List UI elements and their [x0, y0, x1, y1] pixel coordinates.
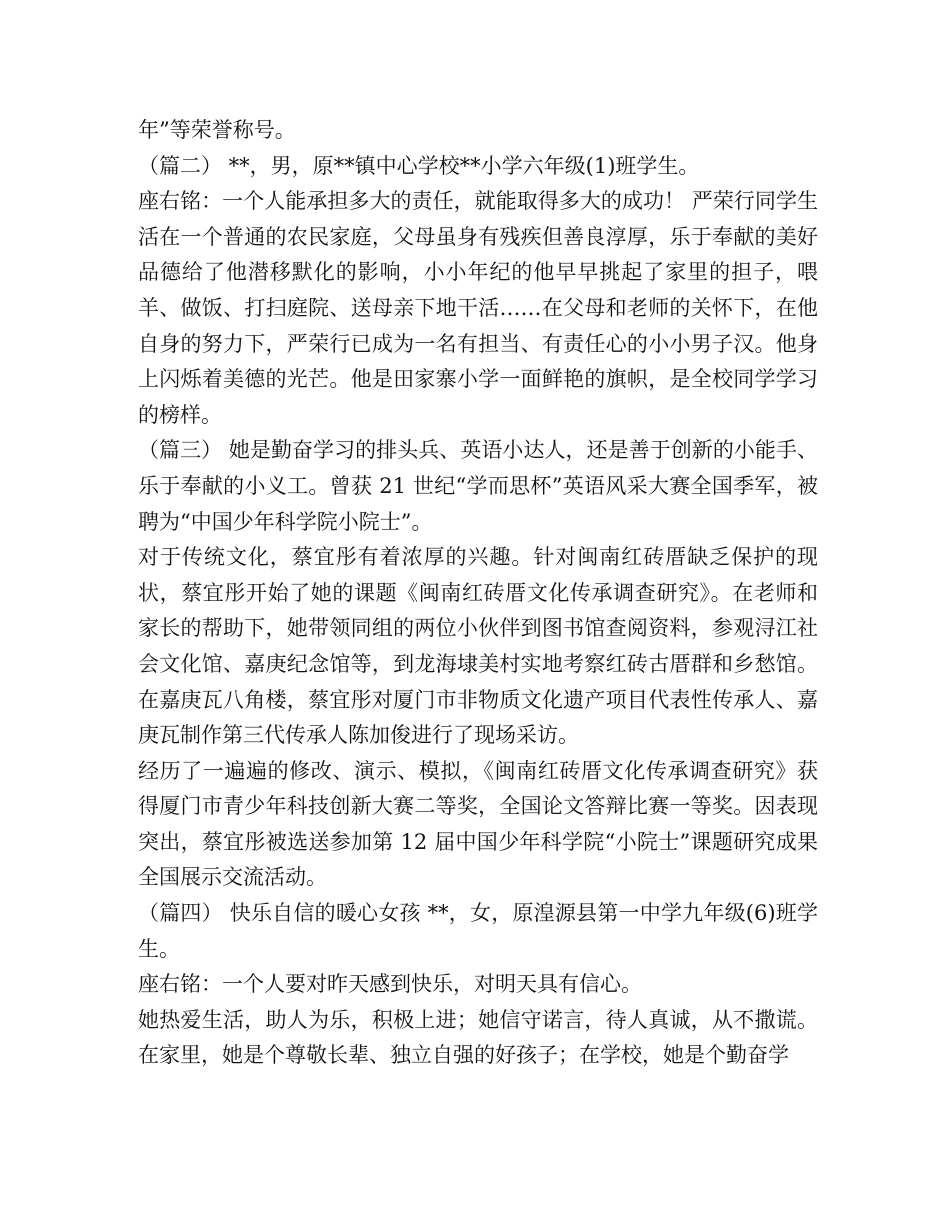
paragraph-part-two-motto-story: 座右铭：一个人能承担多大的责任，就能取得多大的成功！ 严荣行同学生活在一个普通的农民家庭，父母虽身有残疾但善良淳厚，乐于奉献的美好品德给了他潜移默化的影响，小小年纪的他早早挑起了家里的担子，喂羊、做饭、打扫庭院、送母亲下地干活……在父母和老师的关怀下，在他自身的努力下，严荣行已成为一名有担当、有责任心的小小男子汉。他身上闪烁着美德的光芒。他是田家寨小学一面鲜艳的旗帜，是全校同学学习的榜样。	[138, 189, 818, 427]
paragraph-honor-title-end: 年”等荣誉称号。	[138, 118, 296, 142]
paragraph-part-three-intro: （篇三） 她是勤奋学习的排头兵、英语小达人，还是善于创新的小能手、乐于奉献的小义工。曾获 21 世纪“学而思杯”英语风采大赛全国季军，被聘为“中国少年科学院小院士”。	[138, 438, 818, 534]
document-body	[138, 113, 818, 1074]
paragraph-part-four-character: 她热爱生活，助人为乐，积极上进；她信守诺言，待人真诚，从不撒谎。在家里，她是个尊敬长辈、独立自强的好孩子；在学校，她是个勤奋学	[138, 1007, 818, 1068]
paragraph-part-four-motto: 座右铭：一个人要对昨天感到快乐，对明天具有信心。	[138, 972, 642, 997]
paragraph-part-four-intro: （篇四） 快乐自信的暖心女孩 **，女，原湟源县第一中学九年级(6)班学生。	[138, 901, 818, 961]
paragraph-part-three-awards: 经历了一遍遍的修改、演示、模拟，《闽南红砖厝文化传承调查研究》获得厦门市青少年科技创新大赛二等奖，全国论文答辩比赛一等奖。因表现突出，蔡宜彤被选送参加第 12 届中国少年科学院“小院士”课题研究成果全国展示交流活动。	[138, 758, 818, 890]
paragraph-part-two-intro: （篇二） **，男，原**镇中心学校**小学六年级(1)班学生。	[138, 153, 700, 178]
paragraph-part-three-research: 对于传统文化，蔡宜彤有着浓厚的兴趣。针对闽南红砖厝缺乏保护的现状，蔡宜彤开始了她的课题《闽南红砖厝文化传承调查研究》。在老师和家长的帮助下，她带领同组的两位小伙伴到图书馆查阅资料，参观浔江社会文化馆、嘉庚纪念馆等，到龙海埭美村实地考察红砖古厝群和乡愁馆。在嘉庚瓦八角楼，蔡宜彤对厦门市非物质文化遗产项目代表性传承人、嘉庚瓦制作第三代传承人陈加俊进行了现场采访。	[138, 545, 818, 748]
